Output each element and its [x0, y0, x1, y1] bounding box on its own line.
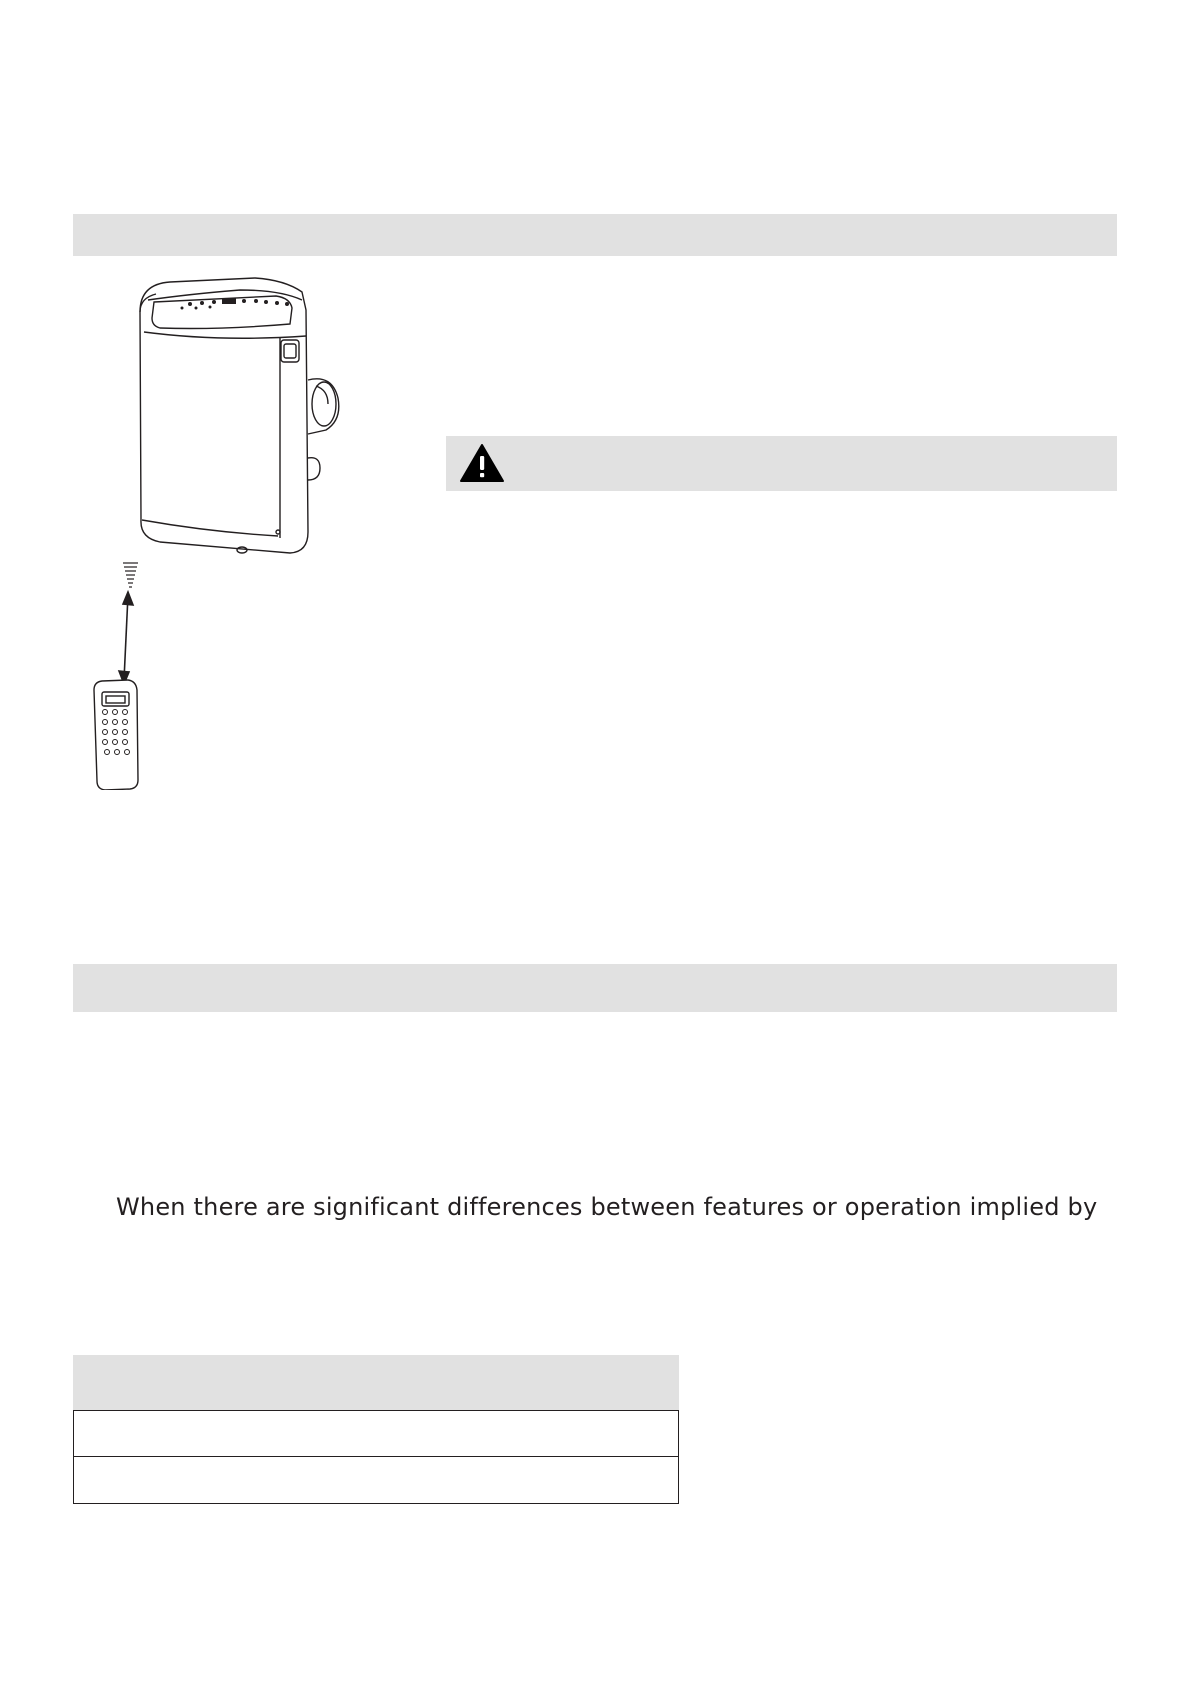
warning-band — [446, 436, 1117, 491]
table-row — [73, 1410, 679, 1457]
signal-waves — [123, 563, 138, 587]
table-header — [73, 1355, 679, 1410]
section-header-band — [73, 964, 1117, 1012]
section-header-band — [73, 214, 1117, 256]
spec-table — [73, 1355, 679, 1504]
air-conditioner-remote-illustration — [80, 270, 380, 790]
double-arrow — [119, 592, 133, 684]
remote-control — [94, 680, 138, 790]
air-conditioner-unit — [140, 278, 339, 553]
table-row — [73, 1457, 679, 1504]
warning-triangle-icon — [459, 443, 505, 483]
body-paragraph: When there are significant differences between features or operation implied by — [116, 1193, 1098, 1221]
